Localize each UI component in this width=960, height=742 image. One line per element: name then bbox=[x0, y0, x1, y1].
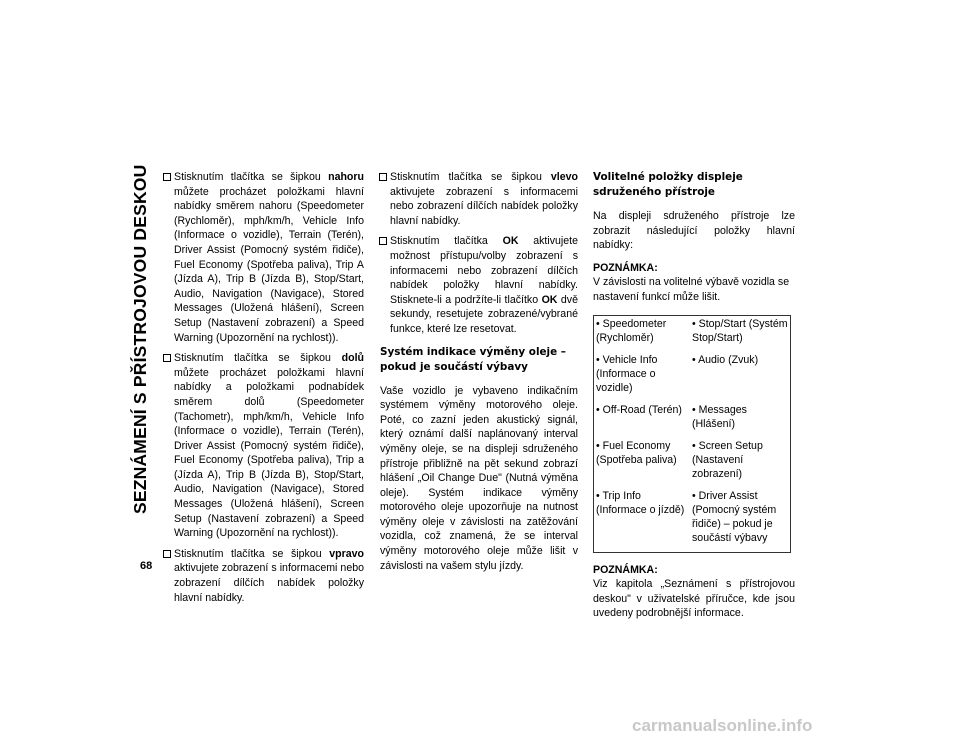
table-row: • Speedometer (Rychloměr) • Stop/Start (Systém Stop/Start) bbox=[596, 317, 788, 344]
column-2 bbox=[380, 170, 578, 581]
display-items-heading: Volitelné položky displeje sdruženého přístroje bbox=[593, 171, 743, 198]
oil-change-heading: Systém indikace výměny oleje – pokud je součástí výbavy bbox=[380, 345, 566, 373]
watermark: carmanualsonline.info bbox=[632, 716, 813, 735]
list-item: Stisknutím tlačítka OK aktivujete možnost přístupu/volby zobrazení s informacemi nebo zobrazení dílčích nabídek položky hlavní nabídky. Stisknete-li a podržíte-li tlačítko OK dvě sekundy, resetujete zobrazené/vybrané funkce, které lze resetovat. bbox=[380, 234, 578, 336]
column-1 bbox=[164, 170, 364, 611]
list-item: Stisknutím tlačítka se šipkou vpravo aktivujete zobrazení s informacemi nebo zobrazení dílčích nabídek položky hlavní nabídky. bbox=[164, 547, 364, 605]
page-number: 68 bbox=[140, 560, 153, 572]
section-title: SEZNÁMENÍ S PŘÍSTROJOVOU DESKOU bbox=[130, 164, 150, 514]
table-row: • Fuel Economy (Spotřeba paliva) • Screen Setup (Nastavení zobrazení) bbox=[596, 439, 763, 480]
table-row: • Vehicle Info (Informace o vozidle) • Audio (Zvuk) bbox=[596, 353, 759, 394]
list-item: Stisknutím tlačítka se šipkou nahoru můžete procházet položkami hlavní nabídky směrem nahoru (Speedometer (Rychloměr), mph/km/h, Vehicle Info (Informace o vozidle), Terrain (Terén), Driver Assist (Pomocný systém řidiče), Fuel Economy (Spotřeba paliva), Trip A (Jízda A), Trip B (Jízda B), Stop/Start, Audio, Navigation (Navigace), Stored Messages (Uložená hlášení), Screen Setup (Nastavení zobrazení) a Speed Warning (Upozornění na rychlost)). bbox=[164, 170, 364, 345]
note-1: POZNÁMKA: V závislosti na volitelné výbavě vozidla se nastavení funkcí může lišit. bbox=[593, 261, 790, 303]
note-2: POZNÁMKA: Viz kapitola „Seznámení s přístrojovou deskou" v uživatelské příručce, kde jsou uvedeny podrobnější informace. bbox=[593, 563, 795, 620]
column-3 bbox=[593, 170, 795, 631]
list-item: Stisknutím tlačítka se šipkou vlevo aktivujete zobrazení s informacemi nebo zobrazení dílčích nabídek položky hlavní nabídky. bbox=[380, 170, 578, 228]
menu-items-table bbox=[593, 315, 791, 553]
list-item: Stisknutím tlačítka se šipkou dolů můžete procházet položkami hlavní nabídky a položkami podnabídek směrem dolů (Speedometer (Tachometr), mph/km/h, Vehicle Info (Informace o vozidle), Terrain (Terén), Driver Assist (Pomocný systém řidiče), Fuel Economy (Spotřeba paliva), Trip a (Jízda A), Trip B (Jízda B), Stop/Start, Audio, Navigation (Navigace), Stored Messages (Uložená hlášení), Screen Setup (Nastavení zobrazení) a Speed Warning (Upozornění na rychlost)). bbox=[164, 351, 364, 541]
oil-change-paragraph: Vaše vozidlo je vybaveno indikačním systémem výměny motorového oleje. Poté, co zazní jeden akustický signál, který oznámí další naplánovaný interval výměny oleje, se na displeji sdruženého přístroje přibližně na pět sekund zobrazí hlášení „Oil Change Due" (Nutná výměna oleje). Systém indikace výměny motorového oleje upozorňuje na nutnost výměny oleje v závislosti na zatěžování vozidla, což znamená, že se interval výměny motorového oleje může lišit v závislosti na vašem stylu jízdy. bbox=[380, 384, 578, 572]
display-items-intro: Na displeji sdruženého přístroje lze zobrazit následující položky hlavní nabídky: bbox=[593, 210, 795, 252]
table-row: • Trip Info (Informace o jízdě) • Driver Assist (Pomocný systém řidiče) – pokud je součástí výbavy bbox=[596, 489, 777, 544]
table-row: • Off-Road (Terén) • Messages (Hlášení) bbox=[596, 403, 747, 430]
